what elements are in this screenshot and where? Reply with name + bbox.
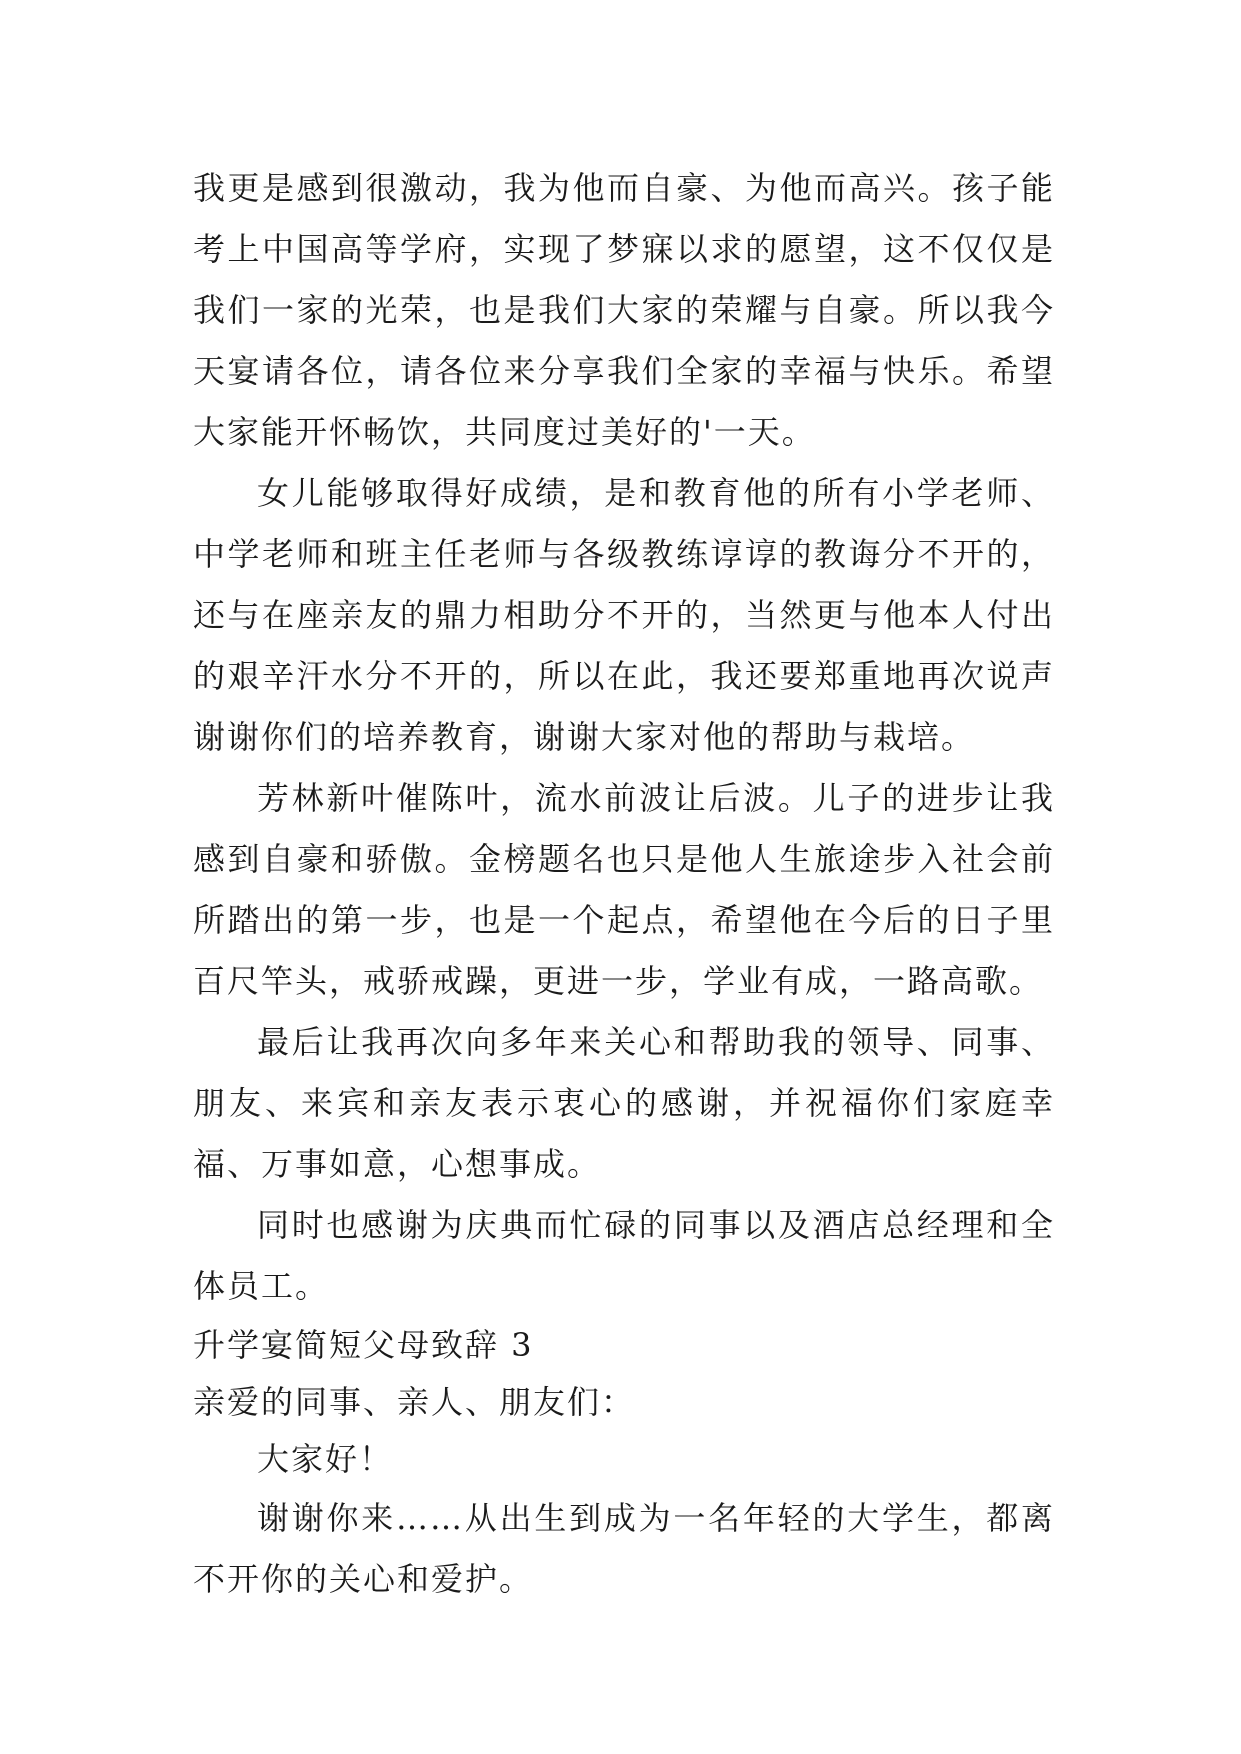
document-body xyxy=(193,158,1055,1610)
paragraph-thanks-staff: 同时也感谢为庆典而忙碌的同事以及酒店总经理和全体员工。 xyxy=(193,1206,1055,1305)
paragraph-wishes: 芳林新叶催陈叶，流水前波让后波。儿子的进步让我感到自豪和骄傲。金榜题名也只是他人生旅途步入社会前所踏出的第一步，也是一个起点，希望他在今后的日子里百尺竿头，戒骄戒躁，更进一步，学业有成，一路高歌。 xyxy=(193,779,1055,1000)
section-title: 升学宴简短父母致辞 3 xyxy=(193,1326,534,1364)
paragraph-continuation: 我更是感到很激动，我为他而自豪、为他而高兴。孩子能考上中国高等学府，实现了梦寐以求的愿望，这不仅仅是我们一家的光荣，也是我们大家的荣耀与自豪。所以我今天宴请各位，请各位来分享我们全家的幸福与快乐。希望大家能开怀畅饮，共同度过美好的'一天。 xyxy=(193,169,1055,451)
paragraph-thanks-teachers: 女儿能够取得好成绩，是和教育他的所有小学老师、中学老师和班主任老师与各级教练谆谆的教诲分不开的，还与在座亲友的鼎力相助分不开的，当然更与他本人付出的艰辛汗水分不开的，所以在此，我还要郑重地再次说声谢谢你们的培养教育，谢谢大家对他的帮助与栽培。 xyxy=(193,474,1055,756)
paragraph-closing: 谢谢你来……从出生到成为一名年轻的大学生，都离不开你的关心和爱护。 xyxy=(193,1499,1055,1598)
greeting: 大家好！ xyxy=(257,1440,394,1478)
paragraph-gratitude: 最后让我再次向多年来关心和帮助我的领导、同事、朋友、来宾和亲友表示衷心的感谢，并祝福你们家庭幸福、万事如意，心想事成。 xyxy=(193,1023,1055,1183)
salutation: 亲爱的同事、亲人、朋友们： xyxy=(193,1383,636,1421)
